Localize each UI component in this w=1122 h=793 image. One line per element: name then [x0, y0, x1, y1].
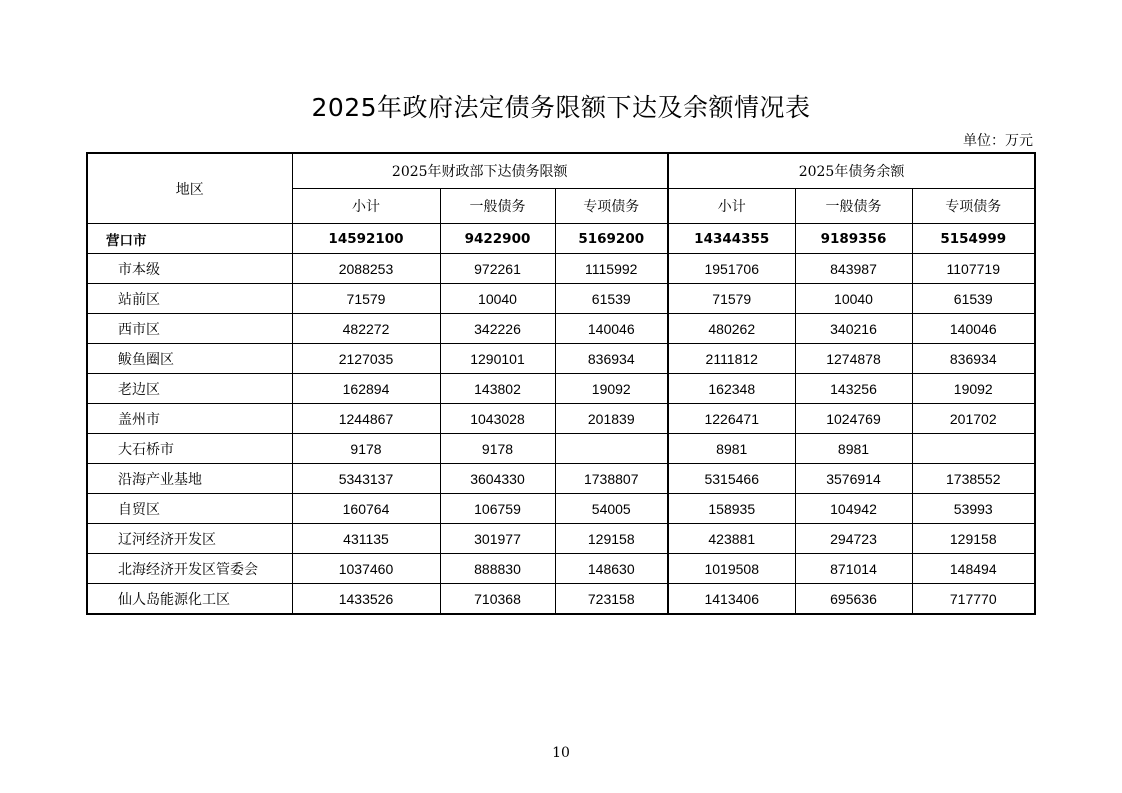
value-cell: 14344355 — [668, 224, 795, 254]
value-cell: 3604330 — [440, 464, 555, 494]
value-cell: 2088253 — [292, 254, 440, 284]
value-cell: 480262 — [668, 314, 795, 344]
value-cell: 301977 — [440, 524, 555, 554]
header-sub: 专项债务 — [555, 189, 668, 224]
region-cell: 站前区 — [87, 284, 292, 314]
value-cell: 71579 — [668, 284, 795, 314]
value-cell: 104942 — [795, 494, 912, 524]
region-cell: 仙人岛能源化工区 — [87, 584, 292, 615]
value-cell: 148630 — [555, 554, 668, 584]
value-cell: 431135 — [292, 524, 440, 554]
value-cell: 61539 — [912, 284, 1035, 314]
region-cell: 西市区 — [87, 314, 292, 344]
value-cell: 5343137 — [292, 464, 440, 494]
table-row — [87, 584, 1035, 615]
value-cell: 1738552 — [912, 464, 1035, 494]
value-cell: 129158 — [555, 524, 668, 554]
header-region: 地区 — [87, 153, 292, 224]
value-cell: 836934 — [555, 344, 668, 374]
value-cell: 19092 — [912, 374, 1035, 404]
value-cell — [555, 434, 668, 464]
value-cell: 14592100 — [292, 224, 440, 254]
header-sub: 小计 — [668, 189, 795, 224]
header-group-balance: 2025年债务余额 — [668, 153, 1035, 189]
value-cell: 1951706 — [668, 254, 795, 284]
value-cell: 3576914 — [795, 464, 912, 494]
table-row — [87, 224, 1035, 254]
value-cell: 10040 — [795, 284, 912, 314]
value-cell: 61539 — [555, 284, 668, 314]
header-sub: 一般债务 — [795, 189, 912, 224]
region-cell: 自贸区 — [87, 494, 292, 524]
table-row — [87, 284, 1035, 314]
value-cell — [912, 434, 1035, 464]
value-cell: 106759 — [440, 494, 555, 524]
value-cell: 9178 — [292, 434, 440, 464]
value-cell: 140046 — [555, 314, 668, 344]
value-cell: 162348 — [668, 374, 795, 404]
value-cell: 1226471 — [668, 404, 795, 434]
value-cell: 1043028 — [440, 404, 555, 434]
value-cell: 148494 — [912, 554, 1035, 584]
page-title: 2025年政府法定债务限额下达及余额情况表 — [311, 93, 811, 122]
value-cell: 2111812 — [668, 344, 795, 374]
value-cell: 972261 — [440, 254, 555, 284]
region-cell: 盖州市 — [87, 404, 292, 434]
value-cell: 1433526 — [292, 584, 440, 615]
header-sub: 专项债务 — [912, 189, 1035, 224]
region-cell: 沿海产业基地 — [87, 464, 292, 494]
region-cell: 北海经济开发区管委会 — [87, 554, 292, 584]
value-cell: 143256 — [795, 374, 912, 404]
value-cell: 1244867 — [292, 404, 440, 434]
value-cell: 10040 — [440, 284, 555, 314]
value-cell: 843987 — [795, 254, 912, 284]
value-cell: 19092 — [555, 374, 668, 404]
value-cell: 129158 — [912, 524, 1035, 554]
value-cell: 888830 — [440, 554, 555, 584]
header-sub: 小计 — [292, 189, 440, 224]
value-cell: 53993 — [912, 494, 1035, 524]
debt-table — [86, 152, 1036, 615]
region-cell: 鲅鱼圈区 — [87, 344, 292, 374]
value-cell: 423881 — [668, 524, 795, 554]
value-cell: 1413406 — [668, 584, 795, 615]
table-row — [87, 524, 1035, 554]
value-cell: 160764 — [292, 494, 440, 524]
value-cell: 1107719 — [912, 254, 1035, 284]
value-cell: 717770 — [912, 584, 1035, 615]
value-cell: 1274878 — [795, 344, 912, 374]
region-cell: 老边区 — [87, 374, 292, 404]
value-cell: 158935 — [668, 494, 795, 524]
value-cell: 1738807 — [555, 464, 668, 494]
table-row — [87, 494, 1035, 524]
table-row — [87, 464, 1035, 494]
value-cell: 9189356 — [795, 224, 912, 254]
table-row — [87, 314, 1035, 344]
table-row — [87, 374, 1035, 404]
value-cell: 482272 — [292, 314, 440, 344]
region-cell: 营口市 — [87, 224, 292, 254]
value-cell: 342226 — [440, 314, 555, 344]
value-cell: 871014 — [795, 554, 912, 584]
value-cell: 5315466 — [668, 464, 795, 494]
table-body — [87, 224, 1035, 615]
value-cell: 143802 — [440, 374, 555, 404]
table-row — [87, 344, 1035, 374]
value-cell: 5154999 — [912, 224, 1035, 254]
value-cell: 340216 — [795, 314, 912, 344]
value-cell: 54005 — [555, 494, 668, 524]
value-cell: 5169200 — [555, 224, 668, 254]
value-cell: 162894 — [292, 374, 440, 404]
value-cell: 8981 — [795, 434, 912, 464]
value-cell: 8981 — [668, 434, 795, 464]
value-cell: 294723 — [795, 524, 912, 554]
table-row — [87, 434, 1035, 464]
value-cell: 1290101 — [440, 344, 555, 374]
value-cell: 9422900 — [440, 224, 555, 254]
region-cell: 辽河经济开发区 — [87, 524, 292, 554]
region-cell: 市本级 — [87, 254, 292, 284]
value-cell: 2127035 — [292, 344, 440, 374]
value-cell: 1019508 — [668, 554, 795, 584]
value-cell: 201702 — [912, 404, 1035, 434]
value-cell: 9178 — [440, 434, 555, 464]
value-cell: 1024769 — [795, 404, 912, 434]
value-cell: 1115992 — [555, 254, 668, 284]
header-sub: 一般债务 — [440, 189, 555, 224]
value-cell: 723158 — [555, 584, 668, 615]
value-cell: 201839 — [555, 404, 668, 434]
table-row — [87, 254, 1035, 284]
value-cell: 1037460 — [292, 554, 440, 584]
header-group-limit: 2025年财政部下达债务限额 — [292, 153, 668, 189]
page-number: 10 — [552, 745, 570, 761]
value-cell: 695636 — [795, 584, 912, 615]
table-row — [87, 554, 1035, 584]
header-row-groups — [87, 153, 1035, 189]
unit-label: 单位：万元 — [963, 133, 1033, 149]
value-cell: 710368 — [440, 584, 555, 615]
value-cell: 836934 — [912, 344, 1035, 374]
table-row — [87, 404, 1035, 434]
region-cell: 大石桥市 — [87, 434, 292, 464]
value-cell: 71579 — [292, 284, 440, 314]
value-cell: 140046 — [912, 314, 1035, 344]
